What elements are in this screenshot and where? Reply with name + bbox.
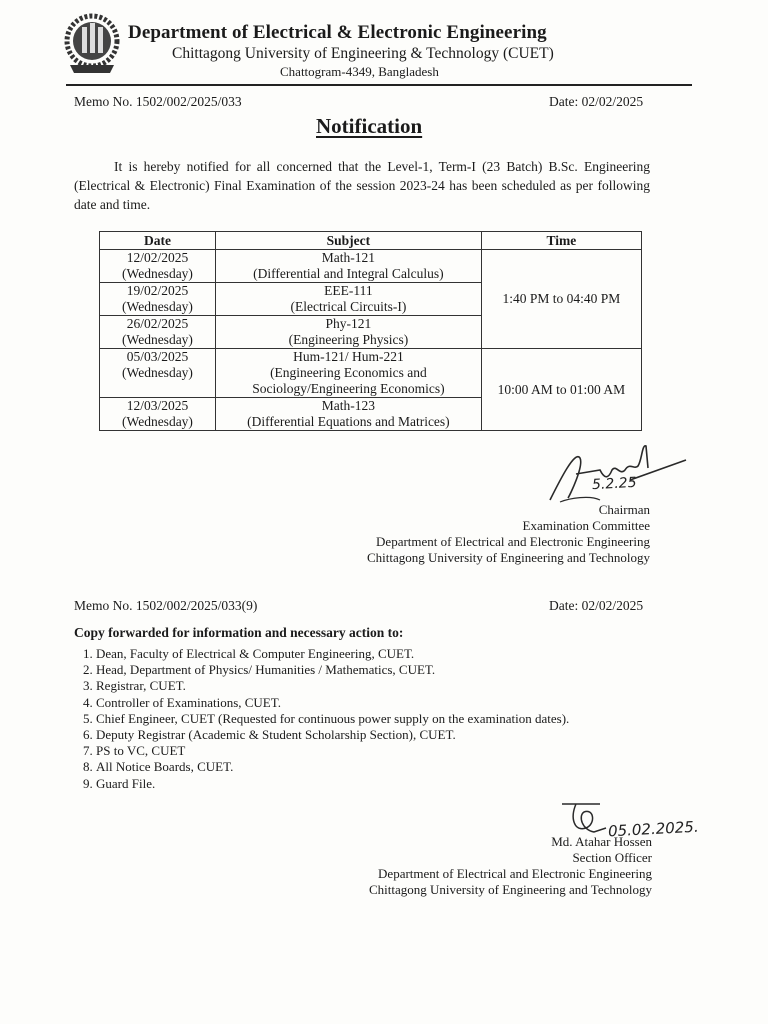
course-name: (Electrical Circuits-I) — [290, 299, 407, 314]
exam-subject-cell — [215, 316, 481, 349]
chairman-signature — [530, 440, 690, 510]
course-code: EEE-111 — [324, 283, 373, 298]
exam-subject-cell — [215, 398, 481, 431]
exam-day: (Wednesday) — [122, 299, 193, 314]
list-item: 4. Controller of Examinations, CUET. — [96, 695, 569, 711]
header-divider — [66, 84, 692, 86]
memo-number: Memo No. 1502/002/2025/033 — [74, 94, 242, 109]
copy-forward-heading: Copy forwarded for information and necessary action to: — [74, 625, 404, 640]
signatory-name: Md. Atahar Hossen — [551, 834, 652, 849]
table-header-row — [100, 232, 642, 250]
course-code: Phy-121 — [325, 316, 372, 331]
signatory-committee: Examination Committee — [522, 518, 650, 533]
exam-day: (Wednesday) — [122, 332, 193, 347]
exam-time-cell: 1:40 PM to 04:40 PM — [481, 250, 641, 349]
exam-date-cell — [100, 349, 216, 398]
exam-day: (Wednesday) — [122, 414, 193, 429]
list-item: 7. PS to VC, CUET — [96, 743, 569, 759]
column-header-subject: Subject — [215, 232, 481, 250]
chairman-signature-block — [367, 502, 650, 566]
signatory-university: Chittagong University of Engineering and Technology — [369, 882, 652, 897]
course-code: Hum-121/ Hum-221 — [293, 349, 404, 364]
course-name-continued: Sociology/Engineering Economics) — [252, 381, 445, 396]
memo-date-copy: Date: 02/02/2025 — [549, 598, 644, 613]
column-header-time: Time — [481, 232, 641, 250]
exam-date-cell — [100, 250, 216, 283]
course-name: (Engineering Economics and — [270, 365, 427, 380]
chairman-signature-date: 5.2.25 — [591, 474, 637, 494]
exam-date: 12/02/2025 — [126, 250, 189, 265]
section-officer-signature-block — [369, 834, 652, 898]
exam-time-cell: 10:00 AM to 01:00 AM — [481, 349, 641, 431]
list-item: 9. Guard File. — [96, 776, 569, 792]
signatory-department: Department of Electrical and Electronic Engineering — [376, 534, 650, 549]
exam-date-cell — [100, 398, 216, 431]
course-name: (Engineering Physics) — [288, 332, 409, 347]
exam-date-cell — [100, 316, 216, 349]
exam-date: 05/03/2025 — [126, 349, 189, 364]
exam-date-cell — [100, 283, 216, 316]
list-item: 6. Deputy Registrar (Academic & Student Scholarship Section), CUET. — [96, 727, 569, 743]
exam-date: 12/03/2025 — [126, 398, 189, 413]
signatory-university: Chittagong University of Engineering and Technology — [367, 550, 650, 565]
exam-date: 26/02/2025 — [126, 316, 189, 331]
notification-title: Notification — [316, 114, 423, 138]
exam-subject-cell — [215, 349, 481, 398]
list-item: 3. Registrar, CUET. — [96, 678, 569, 694]
section-officer-signature-date: 05.02.2025. — [607, 817, 700, 841]
course-name: (Differential Equations and Matrices) — [247, 414, 450, 429]
exam-subject-cell — [215, 283, 481, 316]
list-item: 8. All Notice Boards, CUET. — [96, 759, 569, 775]
list-item: 5. Chief Engineer, CUET (Requested for continuous power supply on the examination dates). — [96, 711, 569, 727]
university-address: Chattogram-4349, Bangladesh — [280, 64, 439, 79]
course-name: (Differential and Integral Calculus) — [253, 266, 444, 281]
signatory-title: Section Officer — [572, 850, 652, 865]
university-name: Chittagong University of Engineering & Technology (CUET) — [172, 45, 554, 62]
recipient-list — [78, 646, 569, 792]
exam-day: (Wednesday) — [122, 365, 193, 380]
cuet-emblem-icon — [64, 13, 120, 77]
department-heading: Department of Electrical & Electronic Engineering — [128, 22, 547, 43]
course-code: Math-121 — [321, 250, 376, 265]
course-code: Math-123 — [321, 398, 376, 413]
table-row — [100, 349, 642, 398]
exam-date: 19/02/2025 — [126, 283, 189, 298]
column-header-date: Date — [100, 232, 216, 250]
memo-date: Date: 02/02/2025 — [549, 94, 644, 109]
table-row — [100, 250, 642, 283]
signatory-title: Chairman — [598, 502, 650, 517]
signatory-department: Department of Electrical and Electronic Engineering — [378, 866, 652, 881]
exam-subject-cell — [215, 250, 481, 283]
memo-number-copy: Memo No. 1502/002/2025/033(9) — [74, 598, 258, 613]
list-item: 2. Head, Department of Physics/ Humanities / Mathematics, CUET. — [96, 662, 569, 678]
exam-schedule-table — [99, 231, 642, 431]
notification-body: It is hereby notified for all concerned that the Level-1, Term-I (23 Batch) B.Sc. Engineering (Electrical & Electronic) Final Examination of the session 2023-24 has been scheduled as per following date and time. — [74, 159, 650, 212]
list-item: 1. Dean, Faculty of Electrical & Computer Engineering, CUET. — [96, 646, 569, 662]
exam-day: (Wednesday) — [122, 266, 193, 281]
